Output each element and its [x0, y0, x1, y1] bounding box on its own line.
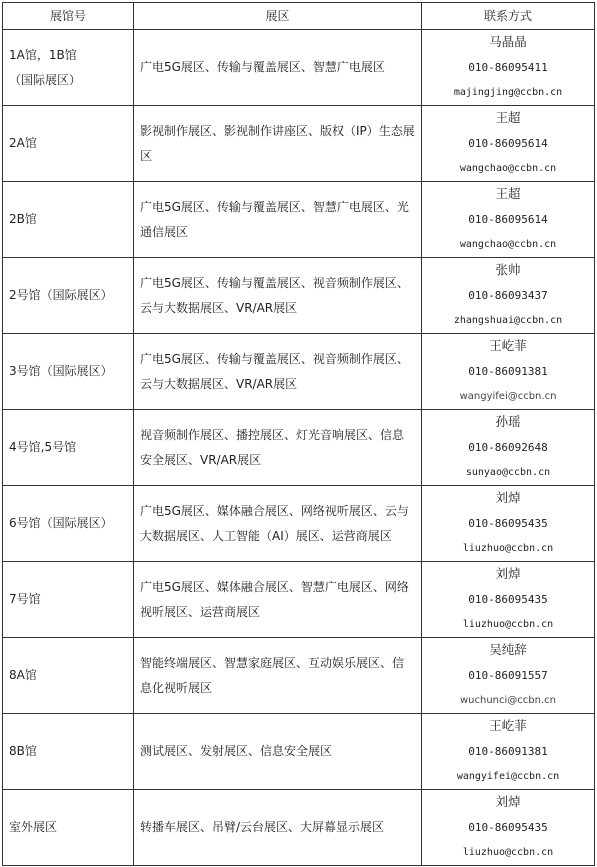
hall-label: 室外展区 — [9, 820, 58, 834]
table-row — [3, 106, 595, 182]
contact-cell — [422, 30, 595, 106]
header-hall: 展馆号 — [3, 3, 134, 30]
hall-label: 8A馆 — [9, 668, 37, 682]
hall-cell — [3, 410, 134, 486]
zones-cell: 转播车展区、吊臂/云台展区、大屏幕显示展区 — [134, 790, 422, 866]
hall-cell — [3, 486, 134, 562]
contact-email[interactable]: wangyifei@ccbn.cn — [456, 771, 560, 782]
zones-cell: 广电5G展区、媒体融合展区、网络视听展区、云与大数据展区、人工智能（AI）展区、运营商展区 — [134, 486, 422, 562]
hall-cell — [3, 714, 134, 790]
contact-cell — [422, 106, 595, 182]
zones-cell: 广电5G展区、传输与覆盖展区、智慧广电展区 — [134, 30, 422, 106]
table-row — [3, 182, 595, 258]
contact-cell — [422, 182, 595, 258]
hall-cell — [3, 182, 134, 258]
contact-phone: 010-86095435 — [468, 517, 548, 530]
table-row — [3, 258, 595, 334]
contact-name: 王屹菲 — [489, 338, 527, 353]
contact-phone: 010-86095435 — [468, 821, 548, 834]
zones-cell: 影视制作展区、影视制作讲座区、版权（IP）生态展区 — [134, 106, 422, 182]
zones-cell: 广电5G展区、传输与覆盖展区、智慧广电展区、光通信展区 — [134, 182, 422, 258]
zones-cell: 智能终端展区、智慧家庭展区、互动娱乐展区、信息化视听展区 — [134, 638, 422, 714]
hall-label: （国际展区） — [9, 72, 82, 87]
contact-name: 刘焯 — [495, 794, 521, 809]
hall-label: 4号馆,5号馆 — [9, 440, 77, 454]
table-row — [3, 486, 595, 562]
hall-label: 2号馆（国际展区） — [9, 288, 113, 302]
hall-label: 3号馆（国际展区） — [9, 364, 113, 378]
contact-email[interactable]: wangchao@ccbn.cn — [459, 163, 557, 174]
zones-cell: 广电5G展区、媒体融合展区、智慧广电展区、网络视听展区、运营商展区 — [134, 562, 422, 638]
contact-phone: 010-86092648 — [468, 441, 548, 454]
contact-email[interactable]: wangchao@ccbn.cn — [459, 239, 557, 250]
contact-email[interactable]: liuzhuo@ccbn.cn — [462, 847, 554, 858]
contact-email[interactable]: wangyifei@ccbn.cn — [459, 391, 557, 402]
contact-cell — [422, 410, 595, 486]
contact-phone: 010-86095435 — [468, 593, 548, 606]
contact-email[interactable]: liuzhuo@ccbn.cn — [462, 619, 554, 630]
contact-phone: 010-86091557 — [468, 669, 548, 682]
contact-name: 王超 — [495, 186, 521, 201]
contact-phone: 010-86095614 — [468, 137, 548, 150]
contact-phone: 010-86095411 — [468, 61, 548, 74]
header-zones: 展区 — [134, 3, 422, 30]
header-contact: 联系方式 — [422, 3, 595, 30]
contact-cell — [422, 258, 595, 334]
contact-phone: 010-86095614 — [468, 213, 548, 226]
table-row — [3, 714, 595, 790]
contact-cell — [422, 334, 595, 410]
contact-name: 张帅 — [495, 262, 521, 277]
contact-phone: 010-86093437 — [468, 289, 548, 302]
hall-label: 1A馆，1B馆 — [9, 47, 77, 62]
table-row — [3, 562, 595, 638]
contact-name: 刘焯 — [495, 490, 521, 505]
zones-cell: 测试展区、发射展区、信息安全展区 — [134, 714, 422, 790]
contact-email[interactable]: majingjing@ccbn.cn — [453, 87, 563, 98]
contact-email[interactable]: wuchunci@ccbn.cn — [459, 695, 556, 706]
hall-cell — [3, 790, 134, 866]
contact-email[interactable]: zhangshuai@ccbn.cn — [453, 315, 563, 326]
hall-cell — [3, 562, 134, 638]
table-row — [3, 334, 595, 410]
contact-name: 吴纯辞 — [489, 642, 527, 657]
hall-label: 7号馆 — [9, 592, 41, 606]
contact-cell — [422, 714, 595, 790]
table-row — [3, 638, 595, 714]
table-row — [3, 790, 595, 866]
contact-cell — [422, 638, 595, 714]
contact-name: 孙瑶 — [495, 414, 521, 429]
contact-email[interactable]: sunyao@ccbn.cn — [465, 467, 551, 478]
hall-label: 6号馆（国际展区） — [9, 516, 113, 530]
table-body — [3, 30, 595, 866]
hall-cell — [3, 106, 134, 182]
contact-cell — [422, 486, 595, 562]
contact-name: 马晶晶 — [489, 34, 527, 49]
zones-cell: 广电5G展区、传输与覆盖展区、视音频制作展区、云与大数据展区、VR/AR展区 — [134, 258, 422, 334]
contact-name: 王超 — [495, 110, 521, 125]
hall-cell — [3, 334, 134, 410]
contact-name: 王屹菲 — [489, 718, 527, 733]
exhibition-hall-table — [2, 2, 595, 866]
zones-cell: 视音频制作展区、播控展区、灯光音响展区、信息安全展区、VR/AR展区 — [134, 410, 422, 486]
contact-cell — [422, 790, 595, 866]
table-row — [3, 410, 595, 486]
hall-label: 2B馆 — [9, 212, 37, 226]
zones-cell: 广电5G展区、传输与覆盖展区、视音频制作展区、云与大数据展区、VR/AR展区 — [134, 334, 422, 410]
contact-phone: 010-86091381 — [468, 365, 548, 378]
contact-cell — [422, 562, 595, 638]
hall-cell — [3, 30, 134, 106]
contact-phone: 010-86091381 — [468, 745, 548, 758]
hall-cell — [3, 258, 134, 334]
hall-cell — [3, 638, 134, 714]
table-row — [3, 30, 595, 106]
header-row — [3, 3, 595, 30]
contact-email[interactable]: liuzhuo@ccbn.cn — [462, 543, 554, 554]
hall-label: 2A馆 — [9, 136, 37, 150]
hall-label: 8B馆 — [9, 744, 37, 758]
contact-name: 刘焯 — [495, 566, 521, 581]
